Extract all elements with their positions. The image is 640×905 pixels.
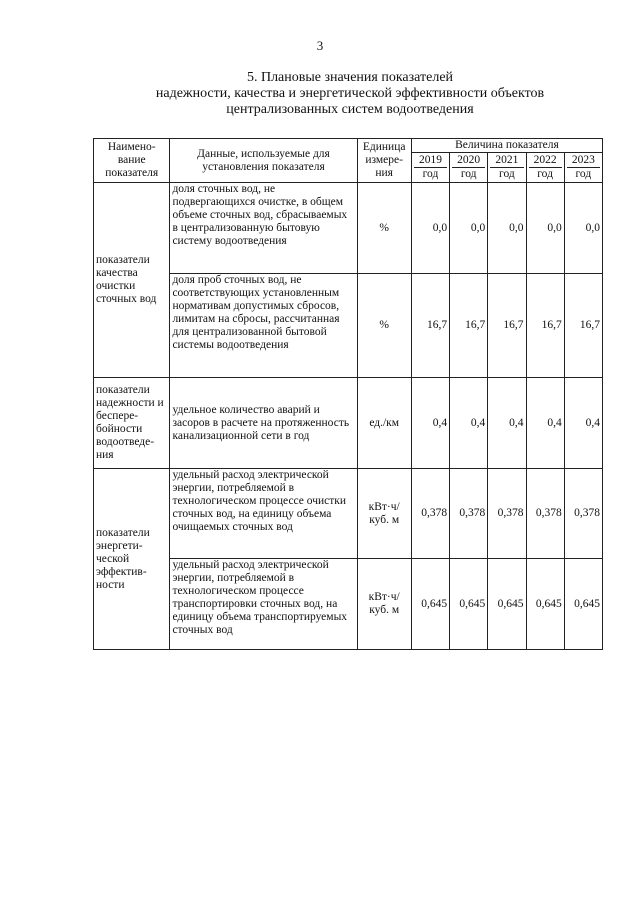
value-2019: 0,0 (411, 183, 449, 274)
value-2021: 16,7 (488, 274, 526, 378)
header-year-2023 (564, 153, 602, 183)
category-energy: показатели энергети-ческой эффектив-ности (94, 469, 170, 650)
year-label: год (422, 168, 439, 180)
row-description: удельный расход электрической энергии, потребляемой в технологическом процессе транспортировки сточных вод, на единицу объема транспортируемых сточных вод (170, 559, 357, 650)
heading-line-1: 5. Плановые значения показателей (246, 70, 454, 85)
header-data-used: Данные, используемые для установления показателя (170, 139, 357, 183)
row-description: доля сточных вод, не подвергающихся очистке, в общем объеме сточных вод, сбрасываемых в централизованную бытовую систему водоотведения (170, 183, 357, 274)
value-2023: 0,4 (564, 378, 602, 469)
value-2020: 0,645 (450, 559, 488, 650)
header-indicator-name: Наимено-вание показателя (94, 139, 170, 183)
table-row (94, 378, 603, 469)
header-values: Величина показателя (411, 139, 602, 153)
table-row (94, 183, 603, 274)
value-2022: 16,7 (526, 274, 564, 378)
row-unit: ед./км (357, 378, 411, 469)
value-2020: 16,7 (450, 274, 488, 378)
row-description: удельный расход электрической энергии, потребляемой в технологическом процессе очистки сточных вод, на единицу объема очищаемых сточных вод (170, 469, 357, 559)
row-unit: % (357, 274, 411, 378)
value-2019: 0,645 (411, 559, 449, 650)
year-label: год (575, 168, 592, 180)
value-2020: 0,0 (450, 183, 488, 274)
row-unit: % (357, 183, 411, 274)
row-description: доля проб сточных вод, не соответствующих установленным нормативам допустимых сбросов, лимитам на сбросы, рассчитанная для централизованной бытовой системы водоотведения (170, 274, 357, 378)
year-number: 2022 (529, 154, 562, 168)
row-unit: кВт·ч/ куб. м (357, 559, 411, 650)
value-2022: 0,645 (526, 559, 564, 650)
value-2021: 0,645 (488, 559, 526, 650)
row-unit: кВт·ч/ куб. м (357, 469, 411, 559)
year-number: 2023 (567, 154, 600, 168)
year-label: год (537, 168, 553, 180)
value-2019: 0,378 (411, 469, 449, 559)
indicators-table (93, 138, 603, 650)
table-row (94, 274, 603, 378)
year-label: год (499, 168, 515, 180)
year-label: год (460, 168, 477, 180)
table-row (94, 559, 603, 650)
value-2019: 0,4 (411, 378, 449, 469)
header-year-2021 (488, 153, 526, 183)
header-unit: Единица измере-ния (357, 139, 411, 183)
category-reliability: показатели надежности и беспере-бойности водоотведе-ния (94, 378, 170, 469)
year-number: 2021 (490, 154, 523, 168)
value-2023: 0,0 (564, 183, 602, 274)
value-2021: 0,378 (488, 469, 526, 559)
year-number: 2019 (414, 154, 447, 168)
header-year-2022 (526, 153, 564, 183)
header-year-2019 (411, 153, 449, 183)
page-number: 3 (316, 38, 324, 53)
document-heading (60, 70, 640, 118)
value-2022: 0,4 (526, 378, 564, 469)
value-2023: 0,378 (564, 469, 602, 559)
heading-line-2: надежности, качества и энергетической эффективности объектов (155, 86, 545, 101)
category-quality: показатели качества очистки сточных вод (94, 183, 170, 378)
header-year-2020 (450, 153, 488, 183)
table-row (94, 469, 603, 559)
value-2020: 0,4 (450, 378, 488, 469)
row-description: удельное количество аварий и засоров в расчете на протяженность канализационной сети в год (170, 378, 357, 469)
year-number: 2020 (452, 154, 485, 168)
value-2021: 0,0 (488, 183, 526, 274)
value-2020: 0,378 (450, 469, 488, 559)
value-2019: 16,7 (411, 274, 449, 378)
value-2022: 0,0 (526, 183, 564, 274)
value-2023: 0,645 (564, 559, 602, 650)
value-2021: 0,4 (488, 378, 526, 469)
value-2022: 0,378 (526, 469, 564, 559)
heading-line-3: централизованных систем водоотведения (226, 102, 474, 117)
value-2023: 16,7 (564, 274, 602, 378)
